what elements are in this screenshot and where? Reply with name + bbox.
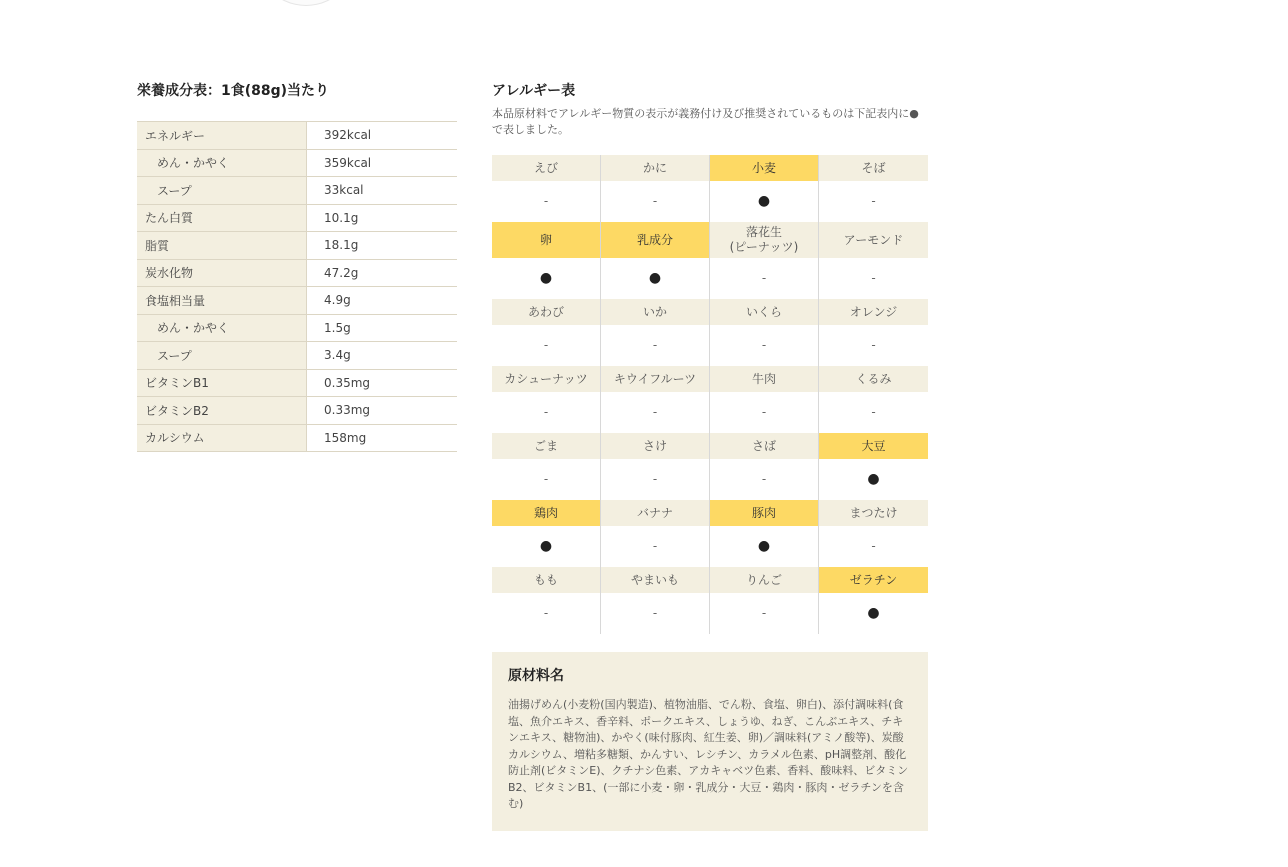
allergen-name: 牛肉 bbox=[710, 366, 819, 392]
product-image-edge bbox=[250, 0, 362, 6]
allergy-section bbox=[492, 80, 928, 634]
allergy-title: アレルギー表 bbox=[492, 83, 576, 99]
allergen-absent-mark: - bbox=[492, 325, 601, 366]
allergen-name: 乳成分 bbox=[601, 222, 710, 258]
allergen-name: もも bbox=[492, 567, 601, 593]
nutrition-row bbox=[137, 342, 457, 370]
nutrition-value: 47.2g bbox=[307, 259, 458, 287]
allergen-name-row bbox=[492, 366, 928, 392]
ingredients-box bbox=[492, 652, 928, 831]
allergen-present-mark: ● bbox=[819, 593, 928, 634]
allergen-name: 卵 bbox=[492, 222, 601, 258]
allergen-name: そば bbox=[819, 155, 928, 181]
allergen-name: いか bbox=[601, 299, 710, 325]
nutrition-table-body bbox=[137, 122, 457, 452]
nutrition-row bbox=[137, 314, 457, 342]
nutrition-row bbox=[137, 397, 457, 425]
nutrition-row bbox=[137, 122, 457, 150]
allergen-mark-row bbox=[492, 526, 928, 567]
nutrition-value: 359kcal bbox=[307, 149, 458, 177]
allergen-absent-mark: - bbox=[601, 325, 710, 366]
allergen-name-row bbox=[492, 299, 928, 325]
allergen-name: さば bbox=[710, 433, 819, 459]
allergen-present-mark: ● bbox=[710, 181, 819, 222]
nutrition-label: 食塩相当量 bbox=[137, 287, 307, 315]
nutrition-row bbox=[137, 259, 457, 287]
allergen-present-mark: ● bbox=[492, 526, 601, 567]
ingredients-text: 油揚げめん(小麦粉(国内製造)、植物油脂、でん粉、食塩、卵白)、添付調味料(食塩、魚介エキス、香辛料、ポークエキス、しょうゆ、ねぎ、こんぶエキス、チキンエキス、糖物油)、かやく(味付豚肉、紅生姜、卵)／調味料(アミノ酸等)、炭酸カルシウム、増粘多糖類、かんすい、レシチン、カラメル色素、pH調整剤、酸化防止剤(ビタミンE)、クチナシ色素、アカキャベツ色素、香料、酸味料、ビタミンB2、ビタミンB1、(一部に小麦・卵・乳成分・大豆・鶏肉・豚肉・ゼラチンを含む) bbox=[508, 698, 909, 810]
nutrition-row bbox=[137, 149, 457, 177]
allergen-absent-mark: - bbox=[819, 392, 928, 433]
nutrition-value: 0.33mg bbox=[307, 397, 458, 425]
nutrition-label: 炭水化物 bbox=[137, 259, 307, 287]
allergen-absent-mark: - bbox=[710, 459, 819, 500]
nutrition-label: エネルギー bbox=[137, 122, 307, 150]
allergen-name: キウイフルーツ bbox=[601, 366, 710, 392]
allergen-present-mark: ● bbox=[819, 459, 928, 500]
nutrition-value: 18.1g bbox=[307, 232, 458, 260]
allergen-absent-mark: - bbox=[710, 593, 819, 634]
allergen-name: やまいも bbox=[601, 567, 710, 593]
nutrition-row bbox=[137, 204, 457, 232]
nutrition-value: 158mg bbox=[307, 424, 458, 452]
allergen-name: 大豆 bbox=[819, 433, 928, 459]
allergen-absent-mark: - bbox=[601, 526, 710, 567]
nutrition-row bbox=[137, 369, 457, 397]
nutrition-label: たん白質 bbox=[137, 204, 307, 232]
allergen-absent-mark: - bbox=[492, 181, 601, 222]
nutrition-label: 脂質 bbox=[137, 232, 307, 260]
allergen-absent-mark: - bbox=[710, 258, 819, 299]
allergen-name: バナナ bbox=[601, 500, 710, 526]
allergen-mark-row bbox=[492, 392, 928, 433]
allergen-absent-mark: - bbox=[601, 392, 710, 433]
allergen-present-mark: ● bbox=[492, 258, 601, 299]
nutrition-value: 392kcal bbox=[307, 122, 458, 150]
ingredients-title: 原材料名 bbox=[508, 668, 564, 684]
allergy-grid bbox=[492, 155, 928, 634]
allergen-name: くるみ bbox=[819, 366, 928, 392]
nutrition-label: めん・かやく bbox=[137, 314, 307, 342]
allergen-name: 落花生 (ピーナッツ) bbox=[710, 222, 819, 258]
nutrition-value: 10.1g bbox=[307, 204, 458, 232]
allergen-absent-mark: - bbox=[819, 325, 928, 366]
allergen-mark-row bbox=[492, 258, 928, 299]
allergen-name: ゼラチン bbox=[819, 567, 928, 593]
nutrition-title: 栄養成分表：1食(88g)当たり bbox=[137, 83, 330, 99]
allergen-name-row bbox=[492, 222, 928, 258]
allergen-absent-mark: - bbox=[492, 459, 601, 500]
allergy-note: 本品原材料でアレルギー物質の表示が義務付け及び推奨されているものは下記表内に●で表しました。 bbox=[492, 107, 919, 136]
allergen-name: カシューナッツ bbox=[492, 366, 601, 392]
nutrition-label: カルシウム bbox=[137, 424, 307, 452]
nutrition-value: 33kcal bbox=[307, 177, 458, 205]
allergen-name: 豚肉 bbox=[710, 500, 819, 526]
nutrition-table bbox=[137, 121, 457, 452]
allergen-absent-mark: - bbox=[819, 526, 928, 567]
allergen-name: まつたけ bbox=[819, 500, 928, 526]
allergen-name-row bbox=[492, 567, 928, 593]
nutrition-value: 4.9g bbox=[307, 287, 458, 315]
allergen-present-mark: ● bbox=[601, 258, 710, 299]
allergen-name-row bbox=[492, 500, 928, 526]
nutrition-label: スープ bbox=[137, 177, 307, 205]
allergen-present-mark: ● bbox=[710, 526, 819, 567]
allergen-name-row bbox=[492, 155, 928, 181]
nutrition-label: スープ bbox=[137, 342, 307, 370]
allergen-mark-row bbox=[492, 181, 928, 222]
allergen-name: りんご bbox=[710, 567, 819, 593]
allergen-absent-mark: - bbox=[819, 258, 928, 299]
nutrition-value: 0.35mg bbox=[307, 369, 458, 397]
allergen-name: いくら bbox=[710, 299, 819, 325]
nutrition-section bbox=[137, 80, 457, 452]
nutrition-value: 3.4g bbox=[307, 342, 458, 370]
allergen-absent-mark: - bbox=[710, 392, 819, 433]
allergen-absent-mark: - bbox=[601, 459, 710, 500]
allergen-absent-mark: - bbox=[601, 181, 710, 222]
allergen-name: さけ bbox=[601, 433, 710, 459]
allergen-name: アーモンド bbox=[819, 222, 928, 258]
nutrition-row bbox=[137, 232, 457, 260]
allergen-absent-mark: - bbox=[492, 593, 601, 634]
allergen-name: あわび bbox=[492, 299, 601, 325]
allergen-absent-mark: - bbox=[601, 593, 710, 634]
nutrition-value: 1.5g bbox=[307, 314, 458, 342]
allergen-absent-mark: - bbox=[819, 181, 928, 222]
nutrition-row bbox=[137, 177, 457, 205]
allergen-mark-row bbox=[492, 325, 928, 366]
allergen-name-row bbox=[492, 433, 928, 459]
allergen-name: オレンジ bbox=[819, 299, 928, 325]
nutrition-label: めん・かやく bbox=[137, 149, 307, 177]
allergen-name: 鶏肉 bbox=[492, 500, 601, 526]
nutrition-label: ビタミンB2 bbox=[137, 397, 307, 425]
nutrition-label: ビタミンB1 bbox=[137, 369, 307, 397]
allergen-absent-mark: - bbox=[492, 392, 601, 433]
allergen-absent-mark: - bbox=[710, 325, 819, 366]
allergen-mark-row bbox=[492, 459, 928, 500]
allergen-name: 小麦 bbox=[710, 155, 819, 181]
nutrition-row bbox=[137, 287, 457, 315]
allergen-name: ごま bbox=[492, 433, 601, 459]
allergen-mark-row bbox=[492, 593, 928, 634]
allergen-name: かに bbox=[601, 155, 710, 181]
allergen-name: えび bbox=[492, 155, 601, 181]
nutrition-row bbox=[137, 424, 457, 452]
